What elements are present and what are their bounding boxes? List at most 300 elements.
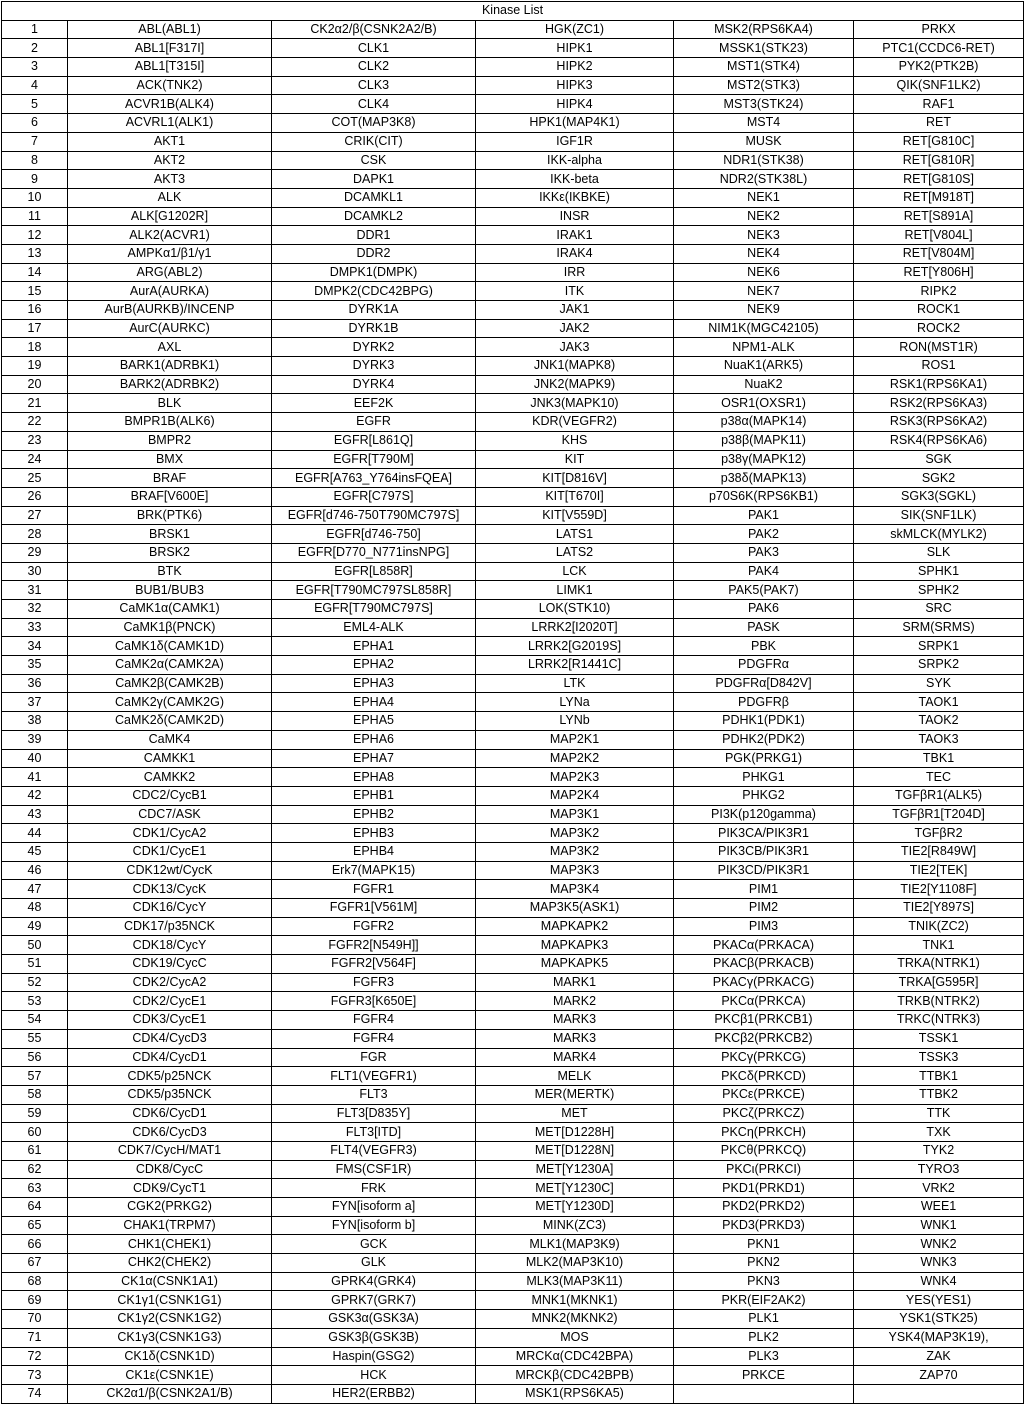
- kinase-col-5-cell: RSK3(RPS6KA2): [854, 413, 1024, 432]
- kinase-col-1-cell: CK1α(CSNK1A1): [68, 1272, 272, 1291]
- table-row: [2, 730, 1024, 749]
- kinase-col-4-cell: PIM2: [674, 899, 854, 918]
- kinase-col-4-cell: PKD1(PRKD1): [674, 1179, 854, 1198]
- kinase-col-1-cell: BRSK2: [68, 543, 272, 562]
- kinase-col-3-cell: IKK-alpha: [476, 151, 674, 170]
- kinase-col-4-cell: PKCζ(PRKCZ): [674, 1104, 854, 1123]
- kinase-col-2-cell: EPHA7: [272, 749, 476, 768]
- row-number-cell: 1: [2, 20, 68, 39]
- kinase-col-2-cell: EPHA8: [272, 768, 476, 787]
- table-row: [2, 880, 1024, 899]
- row-number-cell: 59: [2, 1104, 68, 1123]
- kinase-col-2-cell: FLT3[ITD]: [272, 1123, 476, 1142]
- kinase-col-2-cell: CLK4: [272, 95, 476, 114]
- kinase-col-2-cell: DYRK2: [272, 338, 476, 357]
- kinase-col-1-cell: CaMK2α(CAMK2A): [68, 656, 272, 675]
- kinase-col-5-cell: TXK: [854, 1123, 1024, 1142]
- row-number-cell: 74: [2, 1384, 68, 1403]
- table-row: [2, 1272, 1024, 1291]
- kinase-col-3-cell: MAP2K2: [476, 749, 674, 768]
- table-row: [2, 170, 1024, 189]
- kinase-col-1-cell: CDK5/p35NCK: [68, 1085, 272, 1104]
- row-number-cell: 67: [2, 1254, 68, 1273]
- kinase-col-2-cell: DAPK1: [272, 170, 476, 189]
- kinase-col-4-cell: PKCη(PRKCH): [674, 1123, 854, 1142]
- kinase-col-1-cell: AKT1: [68, 132, 272, 151]
- kinase-col-1-cell: CaMK1δ(CAMK1D): [68, 637, 272, 656]
- kinase-col-5-cell: RET[V804L]: [854, 226, 1024, 245]
- row-number-cell: 43: [2, 805, 68, 824]
- kinase-col-2-cell: EPHB4: [272, 842, 476, 861]
- row-number-cell: 72: [2, 1347, 68, 1366]
- kinase-col-2-cell: FGFR2: [272, 917, 476, 936]
- kinase-col-2-cell: FGFR4: [272, 1011, 476, 1030]
- row-number-cell: 53: [2, 992, 68, 1011]
- kinase-col-4-cell: NDR2(STK38L): [674, 170, 854, 189]
- kinase-col-3-cell: HIPK1: [476, 39, 674, 58]
- kinase-col-5-cell: SRM(SRMS): [854, 618, 1024, 637]
- kinase-col-5-cell: SGK: [854, 450, 1024, 469]
- table-row: [2, 525, 1024, 544]
- table-row: [2, 1235, 1024, 1254]
- kinase-col-2-cell: GLK: [272, 1254, 476, 1273]
- kinase-col-3-cell: JAK3: [476, 338, 674, 357]
- kinase-col-1-cell: CDK4/CycD3: [68, 1029, 272, 1048]
- kinase-col-1-cell: CDK18/CycY: [68, 936, 272, 955]
- kinase-col-1-cell: CDK5/p25NCK: [68, 1067, 272, 1086]
- kinase-col-3-cell: LATS1: [476, 525, 674, 544]
- table-row: [2, 861, 1024, 880]
- table-row: [2, 712, 1024, 731]
- kinase-col-5-cell: TSSK3: [854, 1048, 1024, 1067]
- kinase-col-3-cell: MER(MERTK): [476, 1085, 674, 1104]
- kinase-col-5-cell: WNK4: [854, 1272, 1024, 1291]
- kinase-col-3-cell: MELK: [476, 1067, 674, 1086]
- kinase-col-5-cell: TTK: [854, 1104, 1024, 1123]
- kinase-col-5-cell: RET[M918T]: [854, 188, 1024, 207]
- row-number-cell: 8: [2, 151, 68, 170]
- kinase-col-4-cell: PKCγ(PRKCG): [674, 1048, 854, 1067]
- kinase-col-5-cell: WEE1: [854, 1198, 1024, 1217]
- table-row: [2, 600, 1024, 619]
- table-row: [2, 581, 1024, 600]
- kinase-col-4-cell: PKCα(PRKCA): [674, 992, 854, 1011]
- kinase-col-3-cell: KIT: [476, 450, 674, 469]
- kinase-col-5-cell: ROCK1: [854, 301, 1024, 320]
- row-number-cell: 21: [2, 394, 68, 413]
- kinase-col-1-cell: ARG(ABL2): [68, 263, 272, 282]
- kinase-col-4-cell: PAK6: [674, 600, 854, 619]
- kinase-col-1-cell: CK1ε(CSNK1E): [68, 1366, 272, 1385]
- table-row: [2, 637, 1024, 656]
- kinase-col-1-cell: ABL(ABL1): [68, 20, 272, 39]
- kinase-col-3-cell: MLK2(MAP3K10): [476, 1254, 674, 1273]
- kinase-col-1-cell: BRAF[V600E]: [68, 487, 272, 506]
- kinase-col-3-cell: KIT[V559D]: [476, 506, 674, 525]
- kinase-col-4-cell: PHKG2: [674, 786, 854, 805]
- kinase-col-1-cell: BLK: [68, 394, 272, 413]
- kinase-col-3-cell: JAK2: [476, 319, 674, 338]
- row-number-cell: 31: [2, 581, 68, 600]
- kinase-col-5-cell: ZAK: [854, 1347, 1024, 1366]
- row-number-cell: 3: [2, 58, 68, 77]
- kinase-col-4-cell: PAK3: [674, 543, 854, 562]
- kinase-col-2-cell: EPHA3: [272, 674, 476, 693]
- row-number-cell: 26: [2, 487, 68, 506]
- kinase-col-3-cell: HIPK2: [476, 58, 674, 77]
- kinase-col-2-cell: GPRK4(GRK4): [272, 1272, 476, 1291]
- kinase-col-3-cell: MAP2K1: [476, 730, 674, 749]
- row-number-cell: 27: [2, 506, 68, 525]
- kinase-col-3-cell: LIMK1: [476, 581, 674, 600]
- kinase-col-5-cell: RET[G810C]: [854, 132, 1024, 151]
- kinase-col-1-cell: ALK[G1202R]: [68, 207, 272, 226]
- table-row: [2, 1198, 1024, 1217]
- table-row: [2, 76, 1024, 95]
- kinase-col-4-cell: PIK3CD/PIK3R1: [674, 861, 854, 880]
- table-row: [2, 319, 1024, 338]
- table-row: [2, 282, 1024, 301]
- kinase-table: [1, 1, 1024, 1404]
- kinase-col-1-cell: CDK2/CycE1: [68, 992, 272, 1011]
- kinase-col-1-cell: ABL1[T315I]: [68, 58, 272, 77]
- kinase-col-2-cell: FGFR3: [272, 973, 476, 992]
- kinase-col-2-cell: EGFR[D770_N771insNPG]: [272, 543, 476, 562]
- kinase-col-1-cell: CK1γ3(CSNK1G3): [68, 1328, 272, 1347]
- kinase-col-2-cell: CRIK(CIT): [272, 132, 476, 151]
- kinase-col-2-cell: COT(MAP3K8): [272, 114, 476, 133]
- kinase-col-3-cell: KHS: [476, 431, 674, 450]
- kinase-col-4-cell: NEK6: [674, 263, 854, 282]
- table-row: [2, 936, 1024, 955]
- kinase-col-1-cell: CDK16/CycY: [68, 899, 272, 918]
- table-row: [2, 1141, 1024, 1160]
- kinase-col-4-cell: MST1(STK4): [674, 58, 854, 77]
- row-number-cell: 23: [2, 431, 68, 450]
- kinase-col-2-cell: EGFR: [272, 413, 476, 432]
- kinase-col-3-cell: MAP2K3: [476, 768, 674, 787]
- kinase-col-2-cell: FGFR1[V561M]: [272, 899, 476, 918]
- kinase-col-3-cell: MET[Y1230A]: [476, 1160, 674, 1179]
- kinase-col-3-cell: MAP2K4: [476, 786, 674, 805]
- kinase-col-1-cell: CDK12wt/CycK: [68, 861, 272, 880]
- table-row: [2, 1085, 1024, 1104]
- kinase-col-3-cell: LTK: [476, 674, 674, 693]
- kinase-col-2-cell: CSK: [272, 151, 476, 170]
- table-row: [2, 618, 1024, 637]
- kinase-col-5-cell: RET[S891A]: [854, 207, 1024, 226]
- kinase-col-2-cell: GSK3β(GSK3B): [272, 1328, 476, 1347]
- kinase-col-4-cell: PKCβ1(PRKCB1): [674, 1011, 854, 1030]
- kinase-col-5-cell: TNIK(ZC2): [854, 917, 1024, 936]
- kinase-col-3-cell: MET[Y1230D]: [476, 1198, 674, 1217]
- kinase-col-3-cell: MRCKβ(CDC42BPB): [476, 1366, 674, 1385]
- kinase-col-2-cell: EGFR[d746-750]: [272, 525, 476, 544]
- kinase-col-4-cell: PLK3: [674, 1347, 854, 1366]
- kinase-col-1-cell: AXL: [68, 338, 272, 357]
- kinase-col-5-cell: TGFβR1(ALK5): [854, 786, 1024, 805]
- row-number-cell: 22: [2, 413, 68, 432]
- kinase-col-5-cell: RSK2(RPS6KA3): [854, 394, 1024, 413]
- kinase-col-5-cell: TNK1: [854, 936, 1024, 955]
- table-row: [2, 450, 1024, 469]
- kinase-col-3-cell: IRAK1: [476, 226, 674, 245]
- row-number-cell: 73: [2, 1366, 68, 1385]
- table-row: [2, 1291, 1024, 1310]
- row-number-cell: 63: [2, 1179, 68, 1198]
- kinase-col-3-cell: IKK-beta: [476, 170, 674, 189]
- kinase-col-4-cell: MSSK1(STK23): [674, 39, 854, 58]
- table-row: [2, 188, 1024, 207]
- kinase-col-2-cell: DCAMKL1: [272, 188, 476, 207]
- kinase-col-3-cell: JAK1: [476, 301, 674, 320]
- kinase-col-3-cell: MET[D1228H]: [476, 1123, 674, 1142]
- kinase-col-2-cell: CLK2: [272, 58, 476, 77]
- kinase-col-5-cell: RSK4(RPS6KA6): [854, 431, 1024, 450]
- kinase-col-2-cell: CK2α2/β(CSNK2A2/B): [272, 20, 476, 39]
- table-row: [2, 1104, 1024, 1123]
- kinase-col-5-cell: SLK: [854, 543, 1024, 562]
- kinase-col-4-cell: PDGFRα[D842V]: [674, 674, 854, 693]
- kinase-col-5-cell: RET[V804M]: [854, 244, 1024, 263]
- row-number-cell: 46: [2, 861, 68, 880]
- kinase-col-4-cell: NPM1-ALK: [674, 338, 854, 357]
- table-body: [2, 20, 1024, 1403]
- kinase-col-2-cell: DDR2: [272, 244, 476, 263]
- kinase-col-4-cell: PKCδ(PRKCD): [674, 1067, 854, 1086]
- kinase-col-4-cell: PKCβ2(PRKCB2): [674, 1029, 854, 1048]
- kinase-col-3-cell: KDR(VEGFR2): [476, 413, 674, 432]
- kinase-col-2-cell: EPHB3: [272, 824, 476, 843]
- kinase-col-4-cell: PKD2(PRKD2): [674, 1198, 854, 1217]
- row-number-cell: 60: [2, 1123, 68, 1142]
- kinase-col-4-cell: PAK2: [674, 525, 854, 544]
- kinase-col-3-cell: MARK1: [476, 973, 674, 992]
- kinase-col-1-cell: CaMK2γ(CAMK2G): [68, 693, 272, 712]
- kinase-col-5-cell: SPHK1: [854, 562, 1024, 581]
- kinase-col-2-cell: EPHA6: [272, 730, 476, 749]
- kinase-col-1-cell: BRAF: [68, 469, 272, 488]
- kinase-col-1-cell: CDK17/p35NCK: [68, 917, 272, 936]
- row-number-cell: 58: [2, 1085, 68, 1104]
- kinase-col-1-cell: CaMK1β(PNCK): [68, 618, 272, 637]
- kinase-col-1-cell: CK1γ1(CSNK1G1): [68, 1291, 272, 1310]
- kinase-col-1-cell: CDK3/CycE1: [68, 1011, 272, 1030]
- kinase-col-1-cell: BTK: [68, 562, 272, 581]
- row-number-cell: 48: [2, 899, 68, 918]
- kinase-col-3-cell: JNK2(MAPK9): [476, 375, 674, 394]
- table-row: [2, 1328, 1024, 1347]
- kinase-col-3-cell: MAP3K3: [476, 861, 674, 880]
- kinase-col-4-cell: MST3(STK24): [674, 95, 854, 114]
- kinase-col-5-cell: RON(MST1R): [854, 338, 1024, 357]
- kinase-col-4-cell: NDR1(STK38): [674, 151, 854, 170]
- row-number-cell: 37: [2, 693, 68, 712]
- row-number-cell: 18: [2, 338, 68, 357]
- kinase-col-4-cell: PDGFRβ: [674, 693, 854, 712]
- kinase-col-3-cell: JNK3(MAPK10): [476, 394, 674, 413]
- kinase-col-5-cell: SRC: [854, 600, 1024, 619]
- table-row: [2, 39, 1024, 58]
- kinase-col-2-cell: DMPK1(DMPK): [272, 263, 476, 282]
- kinase-col-5-cell: RET[G810S]: [854, 170, 1024, 189]
- kinase-col-4-cell: PKACγ(PRKACG): [674, 973, 854, 992]
- kinase-col-1-cell: ALK: [68, 188, 272, 207]
- table-row: [2, 375, 1024, 394]
- kinase-col-5-cell: TYRO3: [854, 1160, 1024, 1179]
- table-row: [2, 1067, 1024, 1086]
- row-number-cell: 32: [2, 600, 68, 619]
- kinase-col-2-cell: FYN[isoform a]: [272, 1198, 476, 1217]
- kinase-col-4-cell: p38δ(MAPK13): [674, 469, 854, 488]
- kinase-col-4-cell: p70S6K(RPS6KB1): [674, 487, 854, 506]
- kinase-col-3-cell: LRRK2[R1441C]: [476, 656, 674, 675]
- kinase-col-5-cell: RIPK2: [854, 282, 1024, 301]
- kinase-col-5-cell: PYK2(PTK2B): [854, 58, 1024, 77]
- kinase-col-2-cell: FGFR1: [272, 880, 476, 899]
- kinase-col-2-cell: EPHA5: [272, 712, 476, 731]
- kinase-col-2-cell: CLK1: [272, 39, 476, 58]
- kinase-col-3-cell: MRCKα(CDC42BPA): [476, 1347, 674, 1366]
- row-number-cell: 49: [2, 917, 68, 936]
- kinase-col-3-cell: IRAK4: [476, 244, 674, 263]
- kinase-col-2-cell: GCK: [272, 1235, 476, 1254]
- row-number-cell: 61: [2, 1141, 68, 1160]
- kinase-col-1-cell: CDC2/CycB1: [68, 786, 272, 805]
- kinase-col-5-cell: TIE2[R849W]: [854, 842, 1024, 861]
- kinase-col-2-cell: FLT3: [272, 1085, 476, 1104]
- table-row: [2, 1384, 1024, 1403]
- table-row: [2, 431, 1024, 450]
- kinase-col-1-cell: ACVRL1(ALK1): [68, 114, 272, 133]
- kinase-col-5-cell: SGK3(SGKL): [854, 487, 1024, 506]
- kinase-col-4-cell: PKN3: [674, 1272, 854, 1291]
- row-number-cell: 71: [2, 1328, 68, 1347]
- table-row: [2, 992, 1024, 1011]
- table-row: [2, 1216, 1024, 1235]
- kinase-col-2-cell: EPHB1: [272, 786, 476, 805]
- row-number-cell: 57: [2, 1067, 68, 1086]
- kinase-col-4-cell: NuaK2: [674, 375, 854, 394]
- kinase-col-2-cell: FGR: [272, 1048, 476, 1067]
- row-number-cell: 45: [2, 842, 68, 861]
- row-number-cell: 7: [2, 132, 68, 151]
- kinase-col-3-cell: LRRK2[I2020T]: [476, 618, 674, 637]
- kinase-col-5-cell: YSK1(STK25): [854, 1310, 1024, 1329]
- kinase-col-5-cell: TEC: [854, 768, 1024, 787]
- kinase-col-2-cell: FMS(CSF1R): [272, 1160, 476, 1179]
- table-row: [2, 1254, 1024, 1273]
- kinase-col-3-cell: KIT[T670I]: [476, 487, 674, 506]
- row-number-cell: 52: [2, 973, 68, 992]
- kinase-col-4-cell: PKD3(PRKD3): [674, 1216, 854, 1235]
- kinase-col-2-cell: FGFR4: [272, 1029, 476, 1048]
- kinase-col-4-cell: NEK9: [674, 301, 854, 320]
- table-row: [2, 562, 1024, 581]
- kinase-col-3-cell: IKKε(IKBKE): [476, 188, 674, 207]
- kinase-col-4-cell: NEK3: [674, 226, 854, 245]
- kinase-col-1-cell: CDK7/CycH/MAT1: [68, 1141, 272, 1160]
- kinase-col-4-cell: PKN1: [674, 1235, 854, 1254]
- kinase-col-3-cell: MAP3K2: [476, 842, 674, 861]
- kinase-col-2-cell: EML4-ALK: [272, 618, 476, 637]
- kinase-col-2-cell: EPHB2: [272, 805, 476, 824]
- kinase-col-4-cell: PKACα(PRKACA): [674, 936, 854, 955]
- kinase-col-5-cell: YSK4(MAP3K19),: [854, 1328, 1024, 1347]
- kinase-col-1-cell: CDK9/CycT1: [68, 1179, 272, 1198]
- kinase-col-2-cell: DYRK1B: [272, 319, 476, 338]
- kinase-col-2-cell: EGFR[C797S]: [272, 487, 476, 506]
- kinase-col-3-cell: MLK3(MAP3K11): [476, 1272, 674, 1291]
- kinase-col-1-cell: AurC(AURKC): [68, 319, 272, 338]
- kinase-col-3-cell: MAPKAPK2: [476, 917, 674, 936]
- row-number-cell: 41: [2, 768, 68, 787]
- kinase-col-3-cell: MARK3: [476, 1029, 674, 1048]
- kinase-col-3-cell: HIPK3: [476, 76, 674, 95]
- kinase-col-5-cell: TRKA[G595R]: [854, 973, 1024, 992]
- table-row: [2, 899, 1024, 918]
- kinase-col-2-cell: DYRK3: [272, 357, 476, 376]
- kinase-col-5-cell: VRK2: [854, 1179, 1024, 1198]
- kinase-col-4-cell: NIM1K(MGC42105): [674, 319, 854, 338]
- kinase-col-3-cell: HPK1(MAP4K1): [476, 114, 674, 133]
- table-row: [2, 413, 1024, 432]
- kinase-col-1-cell: CAMKK2: [68, 768, 272, 787]
- kinase-col-2-cell: EPHA4: [272, 693, 476, 712]
- row-number-cell: 19: [2, 357, 68, 376]
- table-row: [2, 824, 1024, 843]
- kinase-col-3-cell: LRRK2[G2019S]: [476, 637, 674, 656]
- row-number-cell: 13: [2, 244, 68, 263]
- kinase-col-3-cell: MET: [476, 1104, 674, 1123]
- kinase-col-5-cell: TAOK3: [854, 730, 1024, 749]
- table-row: [2, 786, 1024, 805]
- kinase-col-3-cell: MET[Y1230C]: [476, 1179, 674, 1198]
- kinase-col-4-cell: PKCε(PRKCE): [674, 1085, 854, 1104]
- table-row: [2, 805, 1024, 824]
- row-number-cell: 25: [2, 469, 68, 488]
- kinase-col-1-cell: CDK1/CycA2: [68, 824, 272, 843]
- kinase-col-1-cell: AurB(AURKB)/INCENP: [68, 301, 272, 320]
- row-number-cell: 2: [2, 39, 68, 58]
- row-number-cell: 40: [2, 749, 68, 768]
- table-row: [2, 20, 1024, 39]
- kinase-col-5-cell: ZAP70: [854, 1366, 1024, 1385]
- table-row: [2, 132, 1024, 151]
- kinase-col-3-cell: MAPKAPK5: [476, 955, 674, 974]
- kinase-col-3-cell: MNK2(MKNK2): [476, 1310, 674, 1329]
- row-number-cell: 62: [2, 1160, 68, 1179]
- kinase-col-1-cell: ACVR1B(ALK4): [68, 95, 272, 114]
- kinase-col-4-cell: PRKCE: [674, 1366, 854, 1385]
- kinase-col-4-cell: PLK2: [674, 1328, 854, 1347]
- kinase-col-2-cell: HER2(ERBB2): [272, 1384, 476, 1403]
- kinase-col-4-cell: MSK2(RPS6KA4): [674, 20, 854, 39]
- kinase-col-2-cell: Erk7(MAPK15): [272, 861, 476, 880]
- row-number-cell: 36: [2, 674, 68, 693]
- kinase-col-4-cell: NEK1: [674, 188, 854, 207]
- table-row: [2, 357, 1024, 376]
- row-number-cell: 14: [2, 263, 68, 282]
- table-row: [2, 917, 1024, 936]
- kinase-col-3-cell: MNK1(MKNK1): [476, 1291, 674, 1310]
- kinase-col-5-cell: YES(YES1): [854, 1291, 1024, 1310]
- kinase-col-1-cell: CDK19/CycC: [68, 955, 272, 974]
- kinase-col-3-cell: MET[D1228N]: [476, 1141, 674, 1160]
- kinase-col-3-cell: MSK1(RPS6KA5): [476, 1384, 674, 1403]
- kinase-col-4-cell: NEK4: [674, 244, 854, 263]
- row-number-cell: 70: [2, 1310, 68, 1329]
